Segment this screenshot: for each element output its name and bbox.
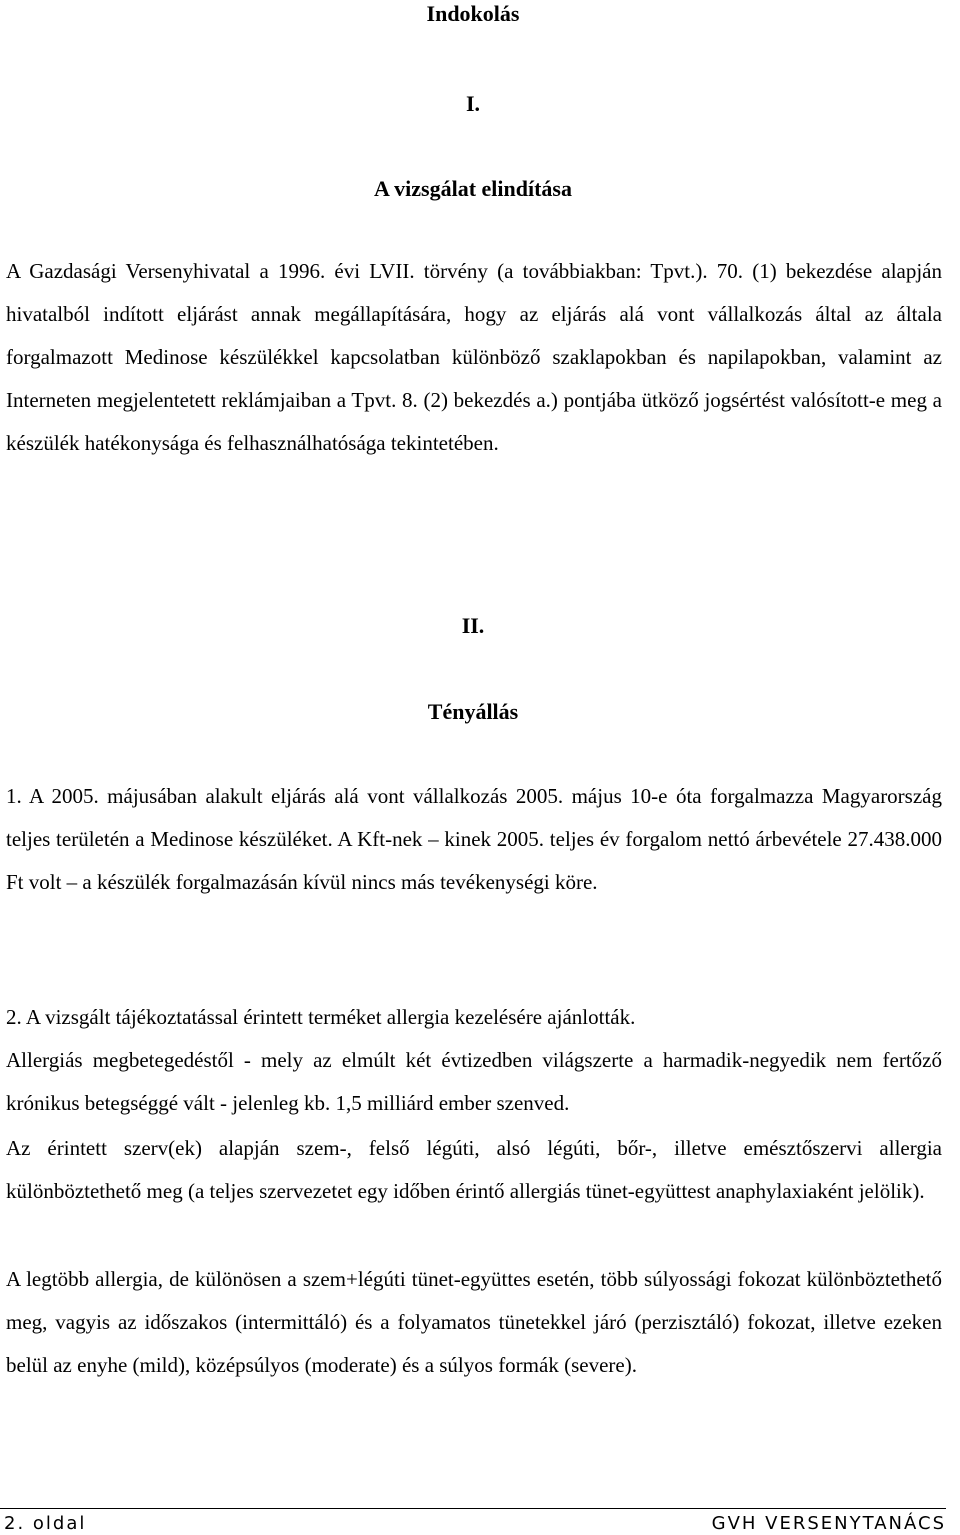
footer-divider bbox=[0, 1508, 946, 1509]
section-2-paragraph-2: 2. A vizsgált tájékoztatással érintett terméket allergia kezelésére ajánlották. bbox=[6, 1005, 636, 1029]
section-2-number: II. bbox=[461, 613, 485, 638]
section-1-number: I. bbox=[465, 91, 481, 116]
section-2-paragraph-3: Allergiás megbetegedéstől - mely az elmúlt két évtizedben világszerte a harmadik-negyedik nem fertőző krónikus betegséggé vált - jelenleg kb. 1,5 milliárd ember szenved. bbox=[6, 1048, 942, 1115]
document-title: Indokolás bbox=[426, 1, 520, 26]
section-2-paragraph-1: 1. A 2005. májusában alakult eljárás alá vont vállalkozás 2005. május 10-e óta forgalmazza Magyarország teljes területén a Medinose készüléket. A Kft-nek – kinek 2005. teljes év forgalom nettó árbevétele 27.438.000 Ft volt – a készülék forgalmazásán kívül nincs más tevékenységi köre. bbox=[6, 784, 942, 894]
section-1-title: A vizsgálat elindítása bbox=[373, 176, 572, 201]
section-1-paragraph-1: A Gazdasági Versenyhivatal a 1996. évi LVII. törvény (a továbbiakban: Tpvt.). 70. (1) bekezdése alapján hivatalból indított eljárást annak megállapítására, hogy az eljárás alá vont vállalkozás által az általa forgalmazott Medinose készülékkel kapcsolatban különböző szaklapokban és napilapokban, valamint az Interneten megjelentetett reklámjaiban a Tpvt. 8. (2) bekezdés a.) pontjába ütköző jogsértést valósított-e meg a készülék hatékonysága és felhasználhatósága tekintetében. bbox=[6, 259, 942, 455]
section-2-paragraph-4: Az érintett szerv(ek) alapján szem-, felső légúti, alsó légúti, bőr-, illetve emésztőszervi allergia különböztethető meg (a teljes szervezetet egy időben érintő allergiás tünet-együttest anaphylaxiaként jelölik). bbox=[6, 1136, 942, 1203]
section-2-title: Tényállás bbox=[427, 699, 519, 724]
footer-organization: GVH VERSENYTANÁCS bbox=[711, 1513, 946, 1534]
footer-page-number: 2. oldal bbox=[4, 1513, 87, 1534]
section-2-paragraph-5: A legtöbb allergia, de különösen a szem+légúti tünet-együttes esetén, több súlyossági fokozat különböztethető meg, vagyis az időszakos (intermittáló) és a folyamatos tünetekkel járó (perzisztáló) fokozat, illetve ezeken belül az enyhe (mild), középsúlyos (moderate) és a súlyos formák (severe). bbox=[6, 1267, 942, 1377]
